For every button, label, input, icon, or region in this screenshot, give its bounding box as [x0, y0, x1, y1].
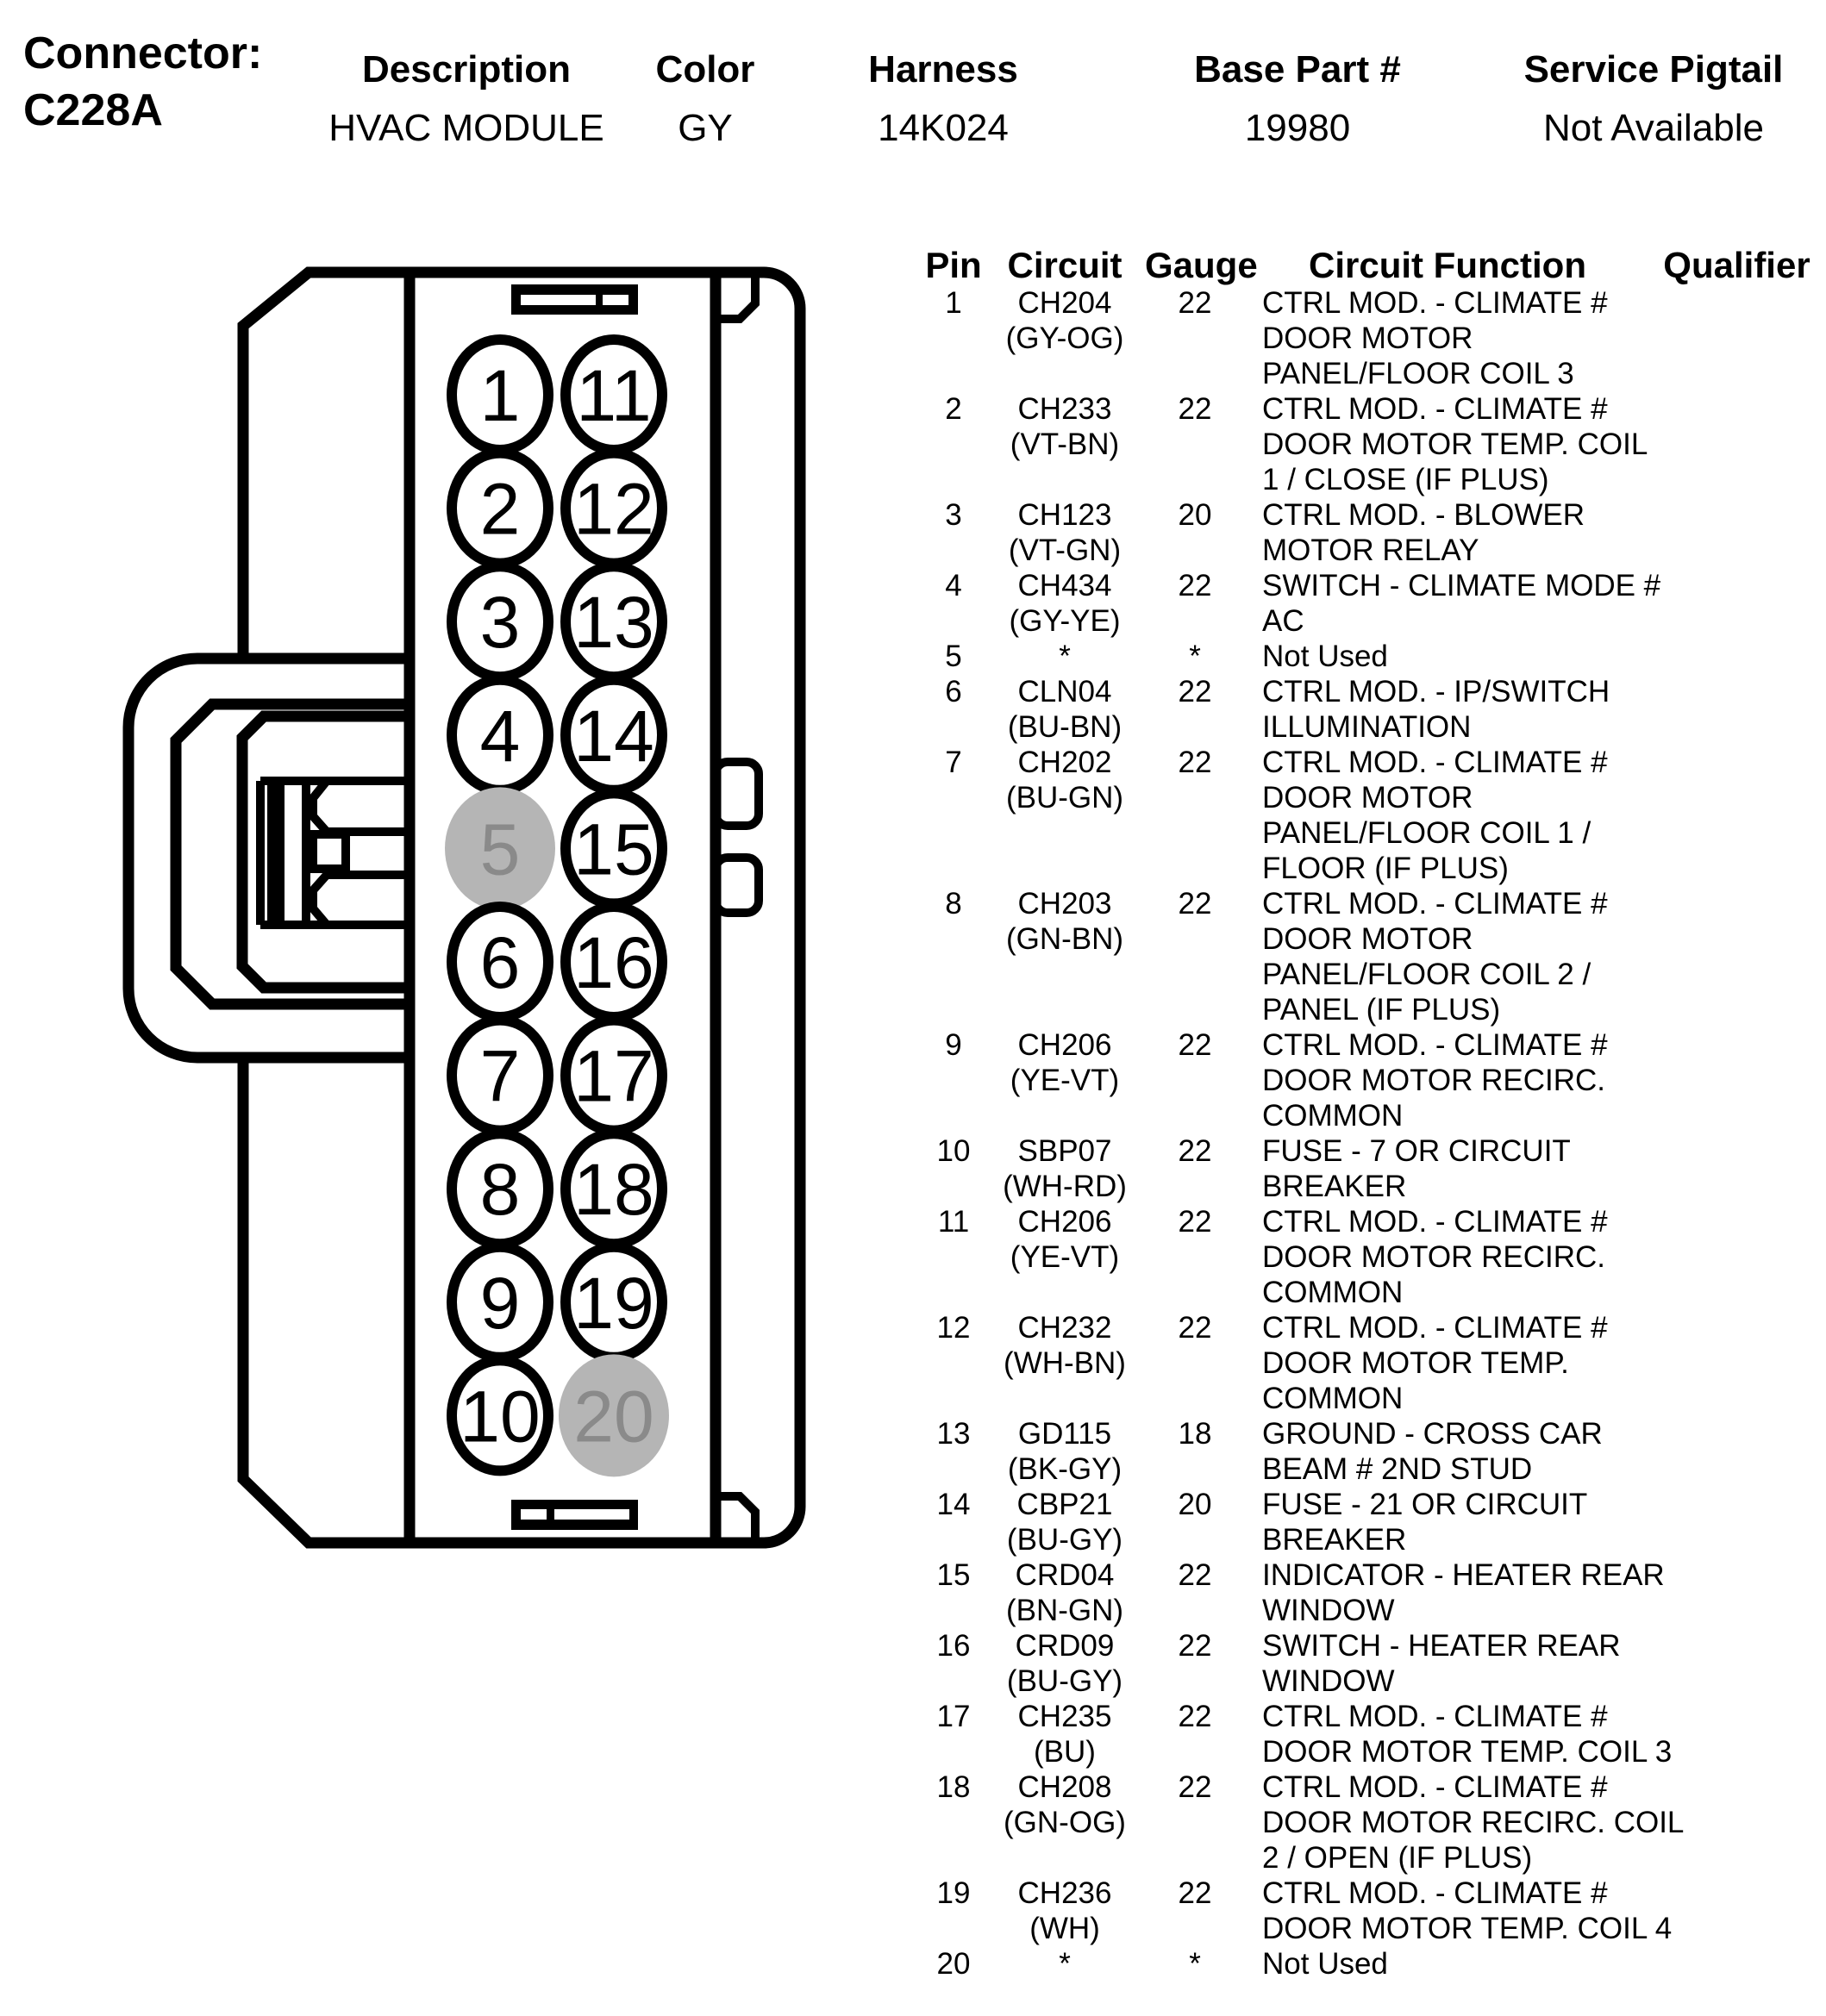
function-line-1: DOOR MOTOR RECIRC. — [1262, 1064, 1605, 1097]
circuit-color: (BK-GY) — [1007, 1452, 1122, 1486]
cell-gauge — [1145, 1027, 1245, 1133]
cell-circuit-function — [1245, 1876, 1673, 1946]
circuit-code: CH233 — [1017, 392, 1112, 426]
function-line-1: DOOR MOTOR — [1262, 321, 1473, 355]
function-line-1: DOOR MOTOR RECIRC. COIL — [1262, 1806, 1685, 1839]
gauge-value: 22 — [1178, 1558, 1212, 1592]
cell-gauge — [1145, 1310, 1245, 1416]
function-line-0: CTRL MOD. - CLIMATE # — [1262, 1770, 1608, 1804]
latch-inner — [176, 704, 410, 1004]
gauge-value: 22 — [1178, 675, 1212, 708]
function-line-2: PANEL/FLOOR COIL 1 / — [1262, 816, 1591, 850]
circuit-code: CH232 — [1017, 1311, 1112, 1345]
pin-number-18: 18 — [573, 1149, 654, 1231]
table-row-pin-7 — [922, 745, 1824, 886]
header-col-value-2: 14K024 — [878, 107, 1009, 149]
table-row-pin-17 — [922, 1699, 1824, 1769]
cell-circuit — [985, 674, 1145, 745]
latch-prong-bottom — [313, 875, 404, 925]
pin-value: 6 — [945, 675, 962, 708]
circuit-code: * — [1059, 640, 1071, 673]
cell-circuit — [985, 1416, 1145, 1487]
circuit-code: CH434 — [1017, 569, 1112, 602]
circuit-color: (VT-BN) — [1010, 428, 1120, 461]
function-line-2: COMMON — [1262, 1099, 1404, 1133]
cell-pin — [922, 745, 985, 886]
pin-number-7: 7 — [479, 1035, 521, 1117]
function-line-1: AC — [1262, 604, 1304, 638]
cell-circuit — [985, 1699, 1145, 1769]
cell-pin — [922, 568, 985, 639]
cell-circuit-function — [1245, 568, 1661, 639]
latch-terminal-lines — [260, 781, 404, 925]
table-row-pin-8 — [922, 886, 1824, 1027]
function-line-2: 2 / OPEN (IF PLUS) — [1262, 1841, 1533, 1875]
side-notch-upper — [716, 762, 759, 826]
cell-circuit-function — [1245, 285, 1650, 391]
table-header-gauge: Gauge — [1145, 245, 1258, 285]
cell-qualifier — [1650, 1769, 1823, 1876]
gauge-value: 22 — [1178, 1028, 1212, 1062]
gauge-value: 22 — [1178, 1700, 1212, 1733]
cell-pin — [922, 1133, 985, 1204]
cell-pin — [922, 1769, 985, 1876]
pin-number-12: 12 — [573, 468, 654, 550]
pin-value: 1 — [945, 286, 962, 320]
gauge-value: 22 — [1178, 569, 1212, 602]
cell-gauge — [1145, 1699, 1245, 1769]
circuit-code: CH235 — [1017, 1700, 1112, 1733]
function-line-0: CTRL MOD. - CLIMATE # — [1262, 1205, 1608, 1239]
gauge-value: * — [1189, 1947, 1201, 1981]
function-line-2: COMMON — [1262, 1276, 1404, 1309]
function-line-1: DOOR MOTOR RECIRC. — [1262, 1240, 1605, 1274]
table-row-pin-6 — [922, 674, 1824, 745]
pin-value: 15 — [936, 1558, 971, 1592]
cell-qualifier — [1650, 1946, 1823, 1982]
cell-qualifier — [1650, 568, 1823, 639]
cell-pin — [922, 1628, 985, 1699]
cell-circuit-function — [1245, 639, 1650, 674]
function-line-2: COMMON — [1262, 1382, 1404, 1415]
pin-table — [922, 245, 1824, 1982]
pin-number-15: 15 — [573, 808, 654, 890]
circuit-code: CRD04 — [1015, 1558, 1115, 1592]
pin-value: 5 — [945, 640, 962, 673]
cell-circuit-function — [1245, 1946, 1650, 1982]
pin-value: 18 — [936, 1770, 971, 1804]
cell-pin — [922, 285, 985, 391]
table-header-pin: Pin — [925, 245, 982, 285]
circuit-code: CH208 — [1017, 1770, 1112, 1804]
function-line-0: FUSE - 7 OR CIRCUIT — [1262, 1134, 1571, 1168]
table-row-pin-14 — [922, 1487, 1824, 1557]
function-line-1: BREAKER — [1262, 1170, 1407, 1203]
pin-number-6: 6 — [479, 922, 521, 1003]
function-line-0: SWITCH - HEATER REAR — [1262, 1629, 1621, 1663]
function-line-0: CTRL MOD. - CLIMATE # — [1262, 887, 1608, 921]
pin-table-rows — [922, 285, 1824, 1982]
cell-circuit-function — [1245, 674, 1650, 745]
cell-circuit-function — [1245, 1628, 1650, 1699]
function-line-0: CTRL MOD. - IP/SWITCH — [1262, 675, 1610, 708]
cell-gauge — [1145, 1557, 1245, 1628]
function-line-0: CTRL MOD. - BLOWER — [1262, 498, 1585, 532]
cell-qualifier — [1650, 497, 1823, 568]
pins-group — [445, 340, 669, 1476]
cell-circuit-function — [1245, 886, 1650, 1027]
side-notch-lower — [716, 858, 759, 913]
pin-number-2: 2 — [479, 468, 521, 550]
circuit-color: (YE-VT) — [1010, 1064, 1120, 1097]
circuit-color: (BU-GY) — [1006, 1523, 1123, 1557]
cell-circuit-function — [1245, 1699, 1673, 1769]
function-line-1: MOTOR RELAY — [1262, 534, 1479, 567]
function-line-1: BEAM # 2ND STUD — [1262, 1452, 1533, 1486]
cell-qualifier — [1650, 285, 1823, 391]
function-line-1: DOOR MOTOR TEMP. COIL — [1262, 428, 1648, 461]
gauge-value: 22 — [1178, 1134, 1212, 1168]
cell-pin — [922, 1487, 985, 1557]
cell-circuit — [985, 1557, 1145, 1628]
header-col-value-4: Not Available — [1542, 107, 1765, 149]
cell-circuit — [985, 1946, 1145, 1982]
function-line-1: DOOR MOTOR TEMP. COIL 3 — [1262, 1735, 1673, 1769]
gauge-value: 18 — [1178, 1417, 1212, 1451]
pin-number-9: 9 — [479, 1262, 521, 1344]
keying-slot-top — [511, 284, 638, 315]
cell-circuit — [985, 391, 1145, 497]
gauge-value: 22 — [1178, 1311, 1212, 1345]
function-line-1: DOOR MOTOR TEMP. COIL 4 — [1262, 1912, 1673, 1945]
cell-pin — [922, 886, 985, 1027]
pin-number-10: 10 — [460, 1376, 541, 1457]
cell-pin — [922, 1310, 985, 1416]
pin-value: 20 — [936, 1947, 971, 1981]
cell-circuit — [985, 1876, 1145, 1946]
table-row-pin-9 — [922, 1027, 1824, 1133]
circuit-color: (BU-GN) — [1005, 781, 1124, 815]
cell-gauge — [1145, 497, 1245, 568]
pin-value: 8 — [945, 887, 962, 921]
pin-value: 12 — [936, 1311, 971, 1345]
cell-qualifier — [1650, 391, 1823, 497]
cell-circuit-function — [1245, 1133, 1650, 1204]
circuit-color: (WH-RD) — [1003, 1170, 1127, 1203]
cell-qualifier — [1650, 1487, 1823, 1557]
pin-number-5: 5 — [479, 808, 521, 890]
cell-circuit-function — [1245, 1416, 1650, 1487]
circuit-color: (BU-BN) — [1007, 710, 1122, 744]
circuit-code: SBP07 — [1017, 1134, 1112, 1168]
circuit-color: (GN-OG) — [1004, 1806, 1126, 1839]
circuit-color: (GY-YE) — [1009, 604, 1121, 638]
cell-circuit — [985, 1769, 1145, 1876]
cell-circuit — [985, 1628, 1145, 1699]
function-line-1: WINDOW — [1262, 1664, 1395, 1698]
cell-gauge — [1145, 1133, 1245, 1204]
cell-qualifier — [1650, 886, 1823, 1027]
table-header-circuit-function: Circuit Function — [1309, 245, 1586, 285]
function-line-0: CTRL MOD. - CLIMATE # — [1262, 1876, 1608, 1910]
function-line-0: SWITCH - CLIMATE MODE # — [1262, 569, 1661, 602]
cell-gauge — [1145, 674, 1245, 745]
cell-qualifier — [1650, 1133, 1823, 1204]
pin-value: 4 — [945, 569, 962, 602]
function-line-0: INDICATOR - HEATER REAR — [1262, 1558, 1665, 1592]
cell-qualifier — [1650, 1876, 1823, 1946]
function-line-2: 1 / CLOSE (IF PLUS) — [1262, 463, 1549, 496]
function-line-1: ILLUMINATION — [1262, 710, 1472, 744]
cell-circuit — [985, 745, 1145, 886]
function-line-1: WINDOW — [1262, 1594, 1395, 1627]
table-row-pin-3 — [922, 497, 1824, 568]
function-line-3: FLOOR (IF PLUS) — [1262, 852, 1509, 885]
gauge-value: 22 — [1178, 1205, 1212, 1239]
circuit-color: (WH) — [1029, 1912, 1100, 1945]
pin-number-13: 13 — [573, 582, 654, 664]
circuit-code: CH206 — [1017, 1205, 1112, 1239]
header-col-value-3: 19980 — [1244, 107, 1351, 149]
table-row-pin-16 — [922, 1628, 1824, 1699]
cell-pin — [922, 1699, 985, 1769]
cell-circuit-function — [1245, 1487, 1650, 1557]
cell-circuit-function — [1245, 1557, 1665, 1628]
table-row-pin-1 — [922, 285, 1824, 391]
cell-gauge — [1145, 1769, 1245, 1876]
cell-circuit — [985, 1027, 1145, 1133]
cell-pin — [922, 1876, 985, 1946]
circuit-code: CRD09 — [1015, 1629, 1115, 1663]
cell-pin — [922, 1027, 985, 1133]
pin-number-3: 3 — [479, 582, 521, 664]
function-line-1: BREAKER — [1262, 1523, 1407, 1557]
table-row-pin-15 — [922, 1557, 1824, 1628]
notch-top-right — [716, 272, 755, 319]
keying-slot-bottom — [511, 1500, 638, 1530]
pin-number-16: 16 — [573, 922, 654, 1003]
cell-circuit-function — [1245, 745, 1650, 886]
pin-number-4: 4 — [479, 695, 521, 777]
pin-number-17: 17 — [573, 1035, 654, 1117]
cell-gauge — [1145, 886, 1245, 1027]
function-line-1: DOOR MOTOR — [1262, 922, 1473, 956]
circuit-code: CLN04 — [1017, 675, 1112, 708]
cell-circuit-function — [1245, 497, 1650, 568]
table-header-circuit: Circuit — [1007, 245, 1122, 285]
cell-gauge — [1145, 568, 1245, 639]
cell-gauge — [1145, 639, 1245, 674]
pin-value: 3 — [945, 498, 962, 532]
cell-gauge — [1145, 1628, 1245, 1699]
pin-value: 17 — [936, 1700, 971, 1733]
gauge-value: 22 — [1178, 1876, 1212, 1910]
cell-qualifier — [1650, 1416, 1823, 1487]
circuit-color: (VT-GN) — [1008, 534, 1122, 567]
cell-gauge — [1145, 1416, 1245, 1487]
pin-number-20: 20 — [573, 1376, 654, 1457]
circuit-code: CBP21 — [1016, 1488, 1113, 1521]
table-row-pin-10 — [922, 1133, 1824, 1204]
cell-pin — [922, 1557, 985, 1628]
cell-circuit — [985, 1204, 1145, 1310]
circuit-color: (GY-OG) — [1005, 321, 1124, 355]
table-row-pin-4 — [922, 568, 1824, 639]
pin-value: 10 — [936, 1134, 971, 1168]
table-row-pin-20 — [922, 1946, 1824, 1982]
gauge-value: 22 — [1178, 392, 1212, 426]
circuit-code: CH204 — [1017, 286, 1112, 320]
connector-label: Connector: — [23, 28, 263, 78]
table-row-pin-19 — [922, 1876, 1824, 1946]
notch-bottom-right — [716, 1496, 755, 1543]
pin-number-19: 19 — [573, 1262, 654, 1344]
cell-gauge — [1145, 745, 1245, 886]
cell-circuit — [985, 285, 1145, 391]
circuit-code: CH206 — [1017, 1028, 1112, 1062]
cell-circuit — [985, 886, 1145, 1027]
function-line-0: Not Used — [1262, 1947, 1388, 1981]
circuit-color: (WH-BN) — [1004, 1346, 1126, 1380]
circuit-code: * — [1059, 1947, 1071, 1981]
function-line-2: PANEL/FLOOR COIL 2 / — [1262, 958, 1591, 991]
pin-number-1: 1 — [479, 355, 521, 436]
cell-qualifier — [1650, 1204, 1823, 1310]
gauge-value: 22 — [1178, 887, 1212, 921]
cell-circuit — [985, 1487, 1145, 1557]
table-row-pin-12 — [922, 1310, 1824, 1416]
header-col-label-1: Color — [655, 48, 755, 91]
gauge-value: 20 — [1178, 498, 1212, 532]
gauge-value: * — [1189, 640, 1201, 673]
cell-circuit — [985, 1133, 1145, 1204]
circuit-code: CH203 — [1017, 887, 1112, 921]
function-line-1: DOOR MOTOR — [1262, 781, 1473, 815]
gauge-value: 22 — [1178, 1770, 1212, 1804]
cell-qualifier — [1650, 639, 1823, 674]
cell-qualifier — [1650, 745, 1823, 886]
cell-circuit-function — [1245, 1310, 1650, 1416]
function-line-0: CTRL MOD. - CLIMATE # — [1262, 286, 1608, 320]
pin-number-14: 14 — [573, 695, 654, 777]
pin-value: 7 — [945, 746, 962, 779]
gauge-value: 22 — [1178, 746, 1212, 779]
cell-circuit — [985, 568, 1145, 639]
cell-qualifier — [1650, 674, 1823, 745]
pin-value: 13 — [936, 1417, 971, 1451]
pin-value: 19 — [936, 1876, 971, 1910]
table-row-pin-18 — [922, 1769, 1824, 1876]
header-col-label-0: Description — [361, 48, 572, 91]
function-line-0: CTRL MOD. - CLIMATE # — [1262, 392, 1608, 426]
cell-circuit-function — [1245, 1027, 1650, 1133]
cell-pin — [922, 1946, 985, 1982]
pin-value: 2 — [945, 392, 962, 426]
cell-circuit-function — [1245, 1769, 1685, 1876]
gauge-value: 22 — [1178, 286, 1212, 320]
cell-gauge — [1145, 391, 1245, 497]
cell-gauge — [1145, 1487, 1245, 1557]
cell-circuit-function — [1245, 391, 1650, 497]
cell-gauge — [1145, 1876, 1245, 1946]
function-line-1: DOOR MOTOR TEMP. — [1262, 1346, 1569, 1380]
header-col-label-3: Base Part # — [1194, 48, 1401, 91]
cell-pin — [922, 391, 985, 497]
cell-qualifier — [1650, 1699, 1823, 1769]
cell-qualifier — [1650, 1628, 1823, 1699]
table-row-pin-13 — [922, 1416, 1824, 1487]
circuit-color: (BU) — [1034, 1735, 1096, 1769]
cell-circuit-function — [1245, 1204, 1650, 1310]
header-col-label-2: Harness — [868, 48, 1018, 91]
cell-pin — [922, 674, 985, 745]
pin-value: 16 — [936, 1629, 971, 1663]
function-line-0: CTRL MOD. - CLIMATE # — [1262, 1311, 1608, 1345]
circuit-code: CH236 — [1017, 1876, 1112, 1910]
circuit-code: CH202 — [1017, 746, 1112, 779]
function-line-0: FUSE - 21 OR CIRCUIT — [1262, 1488, 1588, 1521]
pin-number-11: 11 — [576, 355, 652, 436]
connector-id: C228A — [23, 85, 163, 135]
gauge-value: 20 — [1178, 1488, 1212, 1521]
latch-square — [313, 834, 346, 869]
table-header-qualifier: Qualifier — [1663, 245, 1810, 285]
header-col-label-4: Service Pigtail — [1523, 48, 1784, 91]
cell-pin — [922, 1416, 985, 1487]
circuit-code: GD115 — [1017, 1417, 1112, 1451]
circuit-color: (BN-GN) — [1005, 1594, 1124, 1627]
pin-table-header — [922, 245, 1824, 285]
pin-number-8: 8 — [479, 1149, 521, 1231]
cell-qualifier — [1650, 1027, 1823, 1133]
function-line-2: PANEL/FLOOR COIL 3 — [1262, 357, 1574, 390]
gauge-value: 22 — [1178, 1629, 1212, 1663]
cell-pin — [922, 639, 985, 674]
function-line-0: Not Used — [1262, 640, 1388, 673]
cell-circuit — [985, 639, 1145, 674]
table-row-pin-5 — [922, 639, 1824, 674]
cell-qualifier — [1650, 1557, 1823, 1628]
cell-circuit — [985, 497, 1145, 568]
header-col-value-0: HVAC MODULE — [328, 107, 604, 149]
function-line-0: CTRL MOD. - CLIMATE # — [1262, 746, 1608, 779]
table-row-pin-11 — [922, 1204, 1824, 1310]
circuit-color: (GN-BN) — [1005, 922, 1124, 956]
pin-value: 14 — [936, 1488, 971, 1521]
cell-pin — [922, 497, 985, 568]
pin-value: 11 — [937, 1205, 970, 1239]
latch-prong-top — [313, 781, 404, 832]
cell-circuit — [985, 1310, 1145, 1416]
circuit-code: CH123 — [1017, 498, 1112, 532]
circuit-color: (YE-VT) — [1010, 1240, 1120, 1274]
cell-pin — [922, 1204, 985, 1310]
cell-gauge — [1145, 285, 1245, 391]
cell-gauge — [1145, 1946, 1245, 1982]
function-line-3: PANEL (IF PLUS) — [1262, 993, 1501, 1027]
function-line-0: GROUND - CROSS CAR — [1262, 1417, 1603, 1451]
function-line-0: CTRL MOD. - CLIMATE # — [1262, 1700, 1608, 1733]
cell-gauge — [1145, 1204, 1245, 1310]
cell-qualifier — [1650, 1310, 1823, 1416]
pin-value: 9 — [945, 1028, 962, 1062]
function-line-0: CTRL MOD. - CLIMATE # — [1262, 1028, 1608, 1062]
header-col-value-1: GY — [678, 107, 733, 149]
table-row-pin-2 — [922, 391, 1824, 497]
circuit-color: (BU-GY) — [1006, 1664, 1123, 1698]
